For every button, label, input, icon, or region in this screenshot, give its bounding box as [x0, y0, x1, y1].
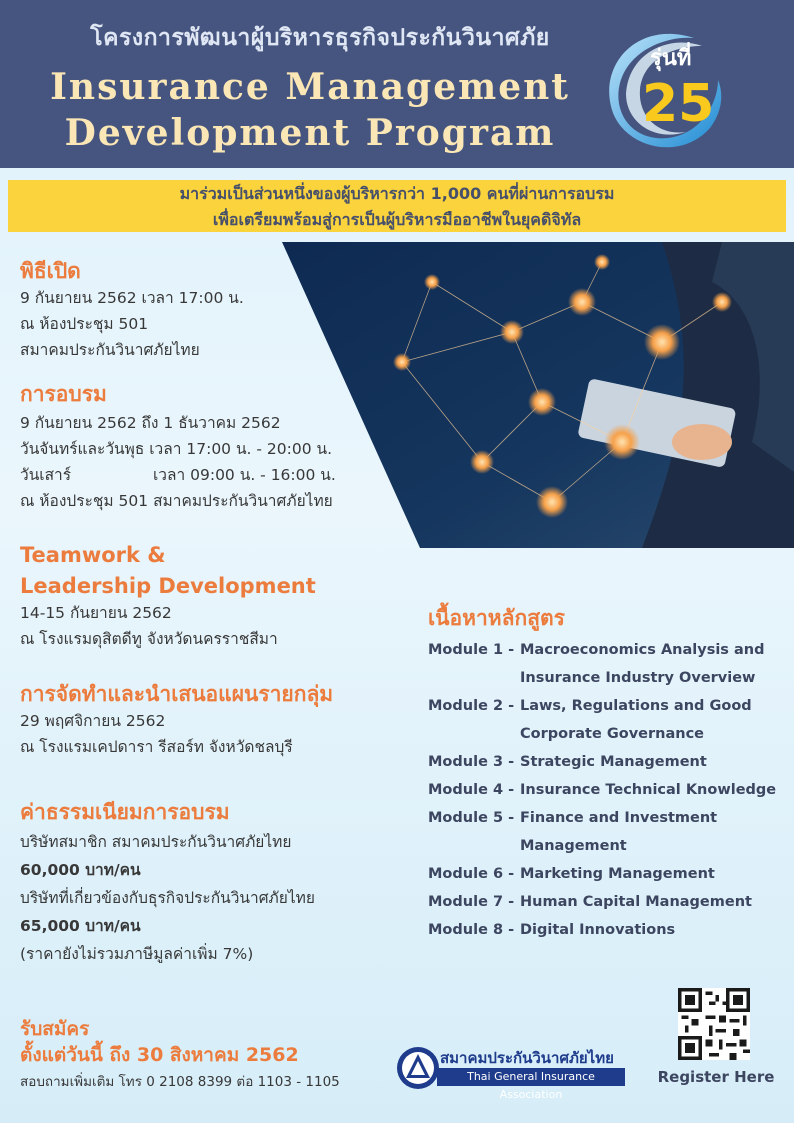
module-name: Marketing Management — [520, 866, 715, 882]
module-number: Module 7 - — [428, 894, 515, 910]
banner-line2: เพื่อเตรียมพร้อมสู่การเป็นผู้บริหารมืออาชีพในยุคดิจิทัล — [212, 210, 582, 229]
english-title-line1: Insurance Management — [50, 66, 570, 108]
module-item — [428, 776, 788, 804]
module-name: Laws, Regulations and Good Corporate Governance — [520, 698, 752, 742]
training-weekday-time: วันจันทร์และวันพุธ เวลา 17:00 น. - 20:00 น. — [20, 440, 333, 458]
registration-heading — [20, 1016, 299, 1068]
module-name: Digital Innovations — [520, 922, 676, 938]
contact-info: สอบถามเพิ่มเติม โทร 0 2108 8399 ต่อ 1103 - 1105 — [20, 1074, 340, 1090]
program-english-title — [0, 64, 620, 156]
english-title-line2: Development Program — [64, 112, 556, 154]
teamwork-line: 14-15 กันยายน 2562 — [20, 604, 172, 622]
group-plan-details — [20, 708, 293, 760]
group-plan-heading: การจัดทำและนำเสนอแผนรายกลุ่ม — [20, 682, 334, 706]
training-heading: การอบรม — [20, 382, 107, 406]
module-name: Finance and Investment Management — [520, 810, 718, 854]
training-saturday-time — [20, 462, 336, 488]
member-fee-price: 60,000 บาท/คน — [20, 861, 141, 879]
training-dates: 9 กันยายน 2562 ถึง 1 ธันวาคม 2562 — [20, 414, 281, 432]
group-plan-line: 29 พฤศจิกายน 2562 — [20, 712, 166, 730]
vat-note: (ราคายังไม่รวมภาษีมูลค่าเพิ่ม 7%) — [20, 945, 254, 963]
fees-details — [20, 828, 315, 968]
training-details — [20, 410, 336, 514]
module-name: Macroeconomics Analysis and Insurance Industry Overview — [520, 642, 765, 686]
banner-line1: มาร่วมเป็นส่วนหนึ่งของผู้บริหารกว่า 1,000 คนที่ผ่านการอบรม — [179, 184, 615, 203]
module-name: Strategic Management — [520, 754, 707, 770]
register-qr-code-icon[interactable] — [678, 988, 750, 1060]
association-thai-name: สมาคมประกันวินาศภัยไทย — [440, 1049, 614, 1067]
teamwork-heading-line1: Teamwork & — [20, 543, 166, 567]
batch-label: รุ่นที่ — [650, 46, 692, 71]
member-fee-label: บริษัทสมาชิก สมาคมประกันวินาศภัยไทย — [20, 833, 292, 851]
module-number: Module 4 - — [428, 782, 515, 798]
module-number: Module 6 - — [428, 866, 515, 882]
related-fee-label: บริษัทที่เกี่ยวข้องกับธุรกิจประกันวินาศภัยไทย — [20, 889, 315, 907]
module-name: Human Capital Management — [520, 894, 752, 910]
module-number: Module 3 - — [428, 754, 515, 770]
registration-line1: รับสมัคร — [20, 1018, 90, 1040]
network-tablet-illustration — [282, 242, 794, 548]
module-number: Module 1 - — [428, 642, 515, 658]
opening-details — [20, 285, 244, 363]
register-here-label[interactable]: Register Here — [657, 1068, 775, 1086]
association-english-name: Thai General Insurance Association — [437, 1068, 625, 1086]
saturday-time: เวลา 09:00 น. - 16:00 น. — [153, 466, 336, 484]
training-venue: ณ ห้องประชุม 501 สมาคมประกันวินาศภัยไทย — [20, 492, 333, 510]
module-item — [428, 748, 788, 776]
curriculum-heading: เนื้อหาหลักสูตร — [428, 606, 565, 630]
group-plan-line: ณ โรงแรมเคปดารา รีสอร์ท จังหวัดชลบุรี — [20, 738, 293, 756]
module-number: Module 8 - — [428, 922, 515, 938]
module-number: Module 5 - — [428, 810, 515, 826]
opening-line: ณ ห้องประชุม 501 — [20, 315, 149, 333]
batch-number: 25 — [642, 74, 715, 134]
teamwork-details — [20, 600, 278, 652]
registration-deadline: ตั้งแต่วันนี้ ถึง 30 สิงหาคม 2562 — [20, 1044, 299, 1066]
module-name: Insurance Technical Knowledge — [520, 782, 777, 798]
module-item — [428, 860, 788, 888]
module-item — [428, 888, 788, 916]
module-item — [428, 636, 788, 692]
opening-line: สมาคมประกันวินาศภัยไทย — [20, 341, 200, 359]
module-number: Module 2 - — [428, 698, 515, 714]
module-item — [428, 804, 788, 860]
saturday-label: วันเสาร์ — [20, 466, 72, 484]
related-fee-price: 65,000 บาท/คน — [20, 917, 141, 935]
program-thai-title: โครงการพัฒนาผู้บริหารธุรกิจประกันวินาศภัย — [90, 25, 550, 51]
fees-heading: ค่าธรรมเนียมการอบรม — [20, 800, 230, 824]
opening-line: 9 กันยายน 2562 เวลา 17:00 น. — [20, 289, 244, 307]
teamwork-heading — [20, 540, 316, 602]
teamwork-line: ณ โรงแรมดุสิตดีทู จังหวัดนครราชสีมา — [20, 630, 278, 648]
module-item — [428, 916, 788, 944]
teamwork-heading-line2: Leadership Development — [20, 574, 316, 598]
highlight-banner — [8, 180, 786, 232]
opening-heading: พิธีเปิด — [20, 259, 81, 283]
module-item — [428, 692, 788, 748]
module-list — [428, 636, 788, 944]
